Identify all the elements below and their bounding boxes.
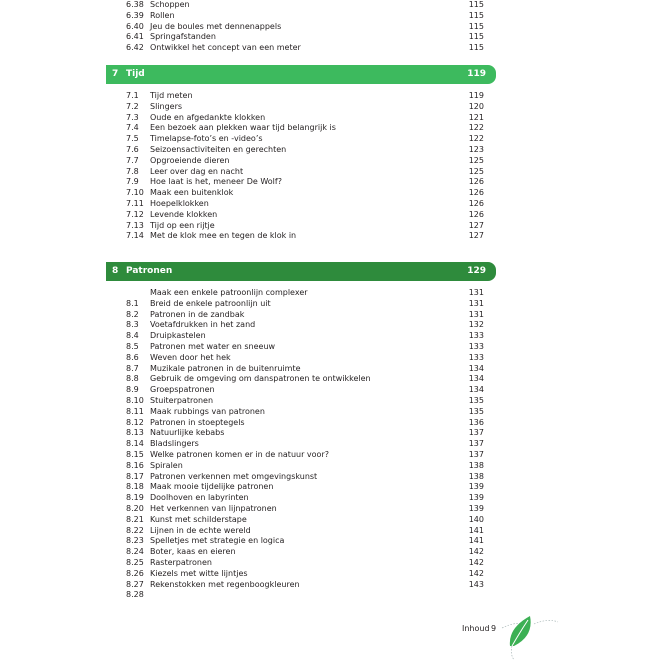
entry-page: 138 xyxy=(468,471,484,481)
toc-entry xyxy=(0,133,660,144)
entry-number: 7.13 xyxy=(126,220,144,230)
toc-entry xyxy=(0,122,660,133)
entry-page: 136 xyxy=(468,417,484,427)
entry-number: 8.8 xyxy=(126,374,139,384)
leaf-icon xyxy=(500,606,560,660)
toc-entry xyxy=(0,514,660,525)
entry-number: 8.22 xyxy=(126,525,144,535)
entry-title: Oude en afgedankte klokken xyxy=(150,112,266,122)
entry-number: 8.7 xyxy=(126,363,139,373)
entry-page: 127 xyxy=(468,220,484,230)
entry-page: 141 xyxy=(468,525,484,535)
toc-entry xyxy=(0,546,660,557)
toc-entry xyxy=(0,341,660,352)
entry-title: Springafstanden xyxy=(150,32,216,42)
entry-number: 8.14 xyxy=(126,439,144,449)
entry-title: Patronen met water en sneeuw xyxy=(150,342,276,351)
entry-title: Tijd op een rijtje xyxy=(150,220,215,230)
toc-entry xyxy=(0,535,660,546)
toc-entry xyxy=(0,384,660,395)
entry-title: Rekenstokken met regenboogkleuren xyxy=(150,579,300,589)
entry-title: Druipkastelen xyxy=(150,331,206,341)
entry-page: 139 xyxy=(468,493,484,503)
entry-number: 8.20 xyxy=(126,504,144,513)
entry-number: 8.10 xyxy=(126,396,144,405)
entry-page: 138 xyxy=(468,460,484,470)
chapter-title: Patronen xyxy=(126,266,173,276)
entry-page: 135 xyxy=(468,406,484,416)
entry-title: Schoppen xyxy=(150,0,190,9)
entry-title: Voetafdrukken in het zand xyxy=(150,320,256,330)
entry-title: Timelapse-foto’s en -video’s xyxy=(150,134,263,144)
entry-title: Slingers xyxy=(150,101,183,111)
entry-page: 137 xyxy=(468,450,484,459)
entry-page: 143 xyxy=(468,579,484,589)
toc-entry xyxy=(0,198,660,209)
entry-title: Rollen xyxy=(150,10,175,20)
entry-title: Natuurlijke kebabs xyxy=(150,428,225,438)
entry-page: 131 xyxy=(468,288,484,297)
entry-page: 142 xyxy=(468,547,484,557)
entry-number: 7.6 xyxy=(126,145,139,154)
entry-page: 125 xyxy=(468,155,484,165)
toc-entry xyxy=(0,21,660,32)
chapter-heading-patronen xyxy=(106,262,496,281)
toc-entry xyxy=(0,492,660,503)
entry-number: 7.4 xyxy=(126,123,139,133)
toc-entry xyxy=(0,363,660,374)
entry-number: 8.2 xyxy=(126,309,139,319)
entry-number: 8.21 xyxy=(126,514,144,524)
entry-title: Kunst met schilderstape xyxy=(150,514,247,524)
entry-page: 120 xyxy=(468,101,484,111)
toc-entry xyxy=(0,460,660,471)
entry-number: 8.25 xyxy=(126,558,144,567)
entry-page: 115 xyxy=(468,43,484,53)
toc-entry xyxy=(0,10,660,21)
entry-title: Seizoensactiviteiten en gerechten xyxy=(150,145,287,154)
entry-title: Maak een enkele patroonlijn complexer xyxy=(150,288,308,297)
entry-number: 8.3 xyxy=(126,320,139,330)
entry-title: Ontwikkel het concept van een meter xyxy=(150,43,301,53)
entry-number: 8.26 xyxy=(126,568,144,578)
entry-title: Patronen verkennen met omgevingskunst xyxy=(150,471,318,481)
entry-number: 8.4 xyxy=(126,331,139,341)
toc-entry xyxy=(0,298,660,309)
entry-number: 8.17 xyxy=(126,471,144,481)
entry-page: 140 xyxy=(468,514,484,524)
toc-entry xyxy=(0,449,660,460)
entry-page: 122 xyxy=(468,123,484,133)
entry-page: 134 xyxy=(468,385,484,395)
entry-title: Leer over dag en nacht xyxy=(150,166,244,176)
entry-page: 139 xyxy=(468,482,484,492)
entry-number: 8.28 xyxy=(126,590,144,600)
entry-number: 8.6 xyxy=(126,352,139,362)
entry-number: 8.9 xyxy=(126,385,139,395)
entry-page: 133 xyxy=(468,331,484,341)
entry-title: Boter, kaas en eieren xyxy=(150,547,236,557)
entry-number: 6.39 xyxy=(126,10,144,20)
entry-number: 7.11 xyxy=(126,199,144,208)
toc-entry xyxy=(0,330,660,341)
entry-page: 115 xyxy=(468,10,484,20)
entry-page: 142 xyxy=(468,568,484,578)
chapter-page: 129 xyxy=(467,266,486,276)
entry-number: 8.18 xyxy=(126,482,144,492)
entry-title: Patronen in stoeptegels xyxy=(150,417,245,427)
chapter-title: Tijd xyxy=(126,69,145,79)
entry-title: Het verkennen van lijnpatronen xyxy=(150,504,277,513)
entry-number: 8.23 xyxy=(126,536,144,546)
toc-entry xyxy=(0,31,660,42)
entry-title: Muzikale patronen in de buitenruimte xyxy=(150,363,301,373)
entry-page: 141 xyxy=(468,536,484,546)
toc-entry xyxy=(0,503,660,514)
chapter-page: 119 xyxy=(467,69,486,79)
entry-number: 8.15 xyxy=(126,450,144,459)
entry-page: 131 xyxy=(468,309,484,319)
entry-number: 7.12 xyxy=(126,209,144,219)
entry-page: 115 xyxy=(468,21,484,31)
toc-entry xyxy=(0,176,660,187)
entry-title: Maak een buitenklok xyxy=(150,188,234,198)
entry-title: Maak mooie tijdelijke patronen xyxy=(150,482,274,492)
entry-page: 134 xyxy=(468,363,484,373)
entry-title: Lijnen in de echte wereld xyxy=(150,525,251,535)
entry-number: 7.7 xyxy=(126,155,139,165)
entry-number: 8.19 xyxy=(126,493,144,503)
entry-title: Hoepelklokken xyxy=(150,199,209,208)
entry-page: 137 xyxy=(468,439,484,449)
entry-page: 126 xyxy=(468,188,484,198)
toc-entry xyxy=(0,155,660,166)
entry-number: 8.5 xyxy=(126,342,139,351)
entry-title: Breid de enkele patroonlijn uit xyxy=(150,298,271,308)
entry-number: 7.2 xyxy=(126,101,139,111)
entry-page: 125 xyxy=(468,166,484,176)
entry-title: Groepspatronen xyxy=(150,385,215,395)
entry-number: 8.1 xyxy=(126,298,139,308)
toc-entry xyxy=(0,90,660,101)
entry-title: Jeu de boules met dennenappels xyxy=(150,21,282,31)
entry-title: Hoe laat is het, meneer De Wolf? xyxy=(150,177,282,187)
toc-entry xyxy=(0,373,660,384)
entry-page: 115 xyxy=(468,0,484,9)
entry-page: 139 xyxy=(468,504,484,513)
chapter-number: 7 xyxy=(112,69,119,79)
entry-number: 6.41 xyxy=(126,32,144,42)
toc-entry xyxy=(0,557,660,568)
footer-section-label: Inhoud xyxy=(462,624,490,633)
entry-page: 123 xyxy=(468,145,484,154)
toc-entry xyxy=(0,568,660,579)
entry-title: Rasterpatronen xyxy=(150,558,212,567)
toc-entry xyxy=(0,319,660,330)
entry-page: 133 xyxy=(468,342,484,351)
entry-number: 8.24 xyxy=(126,547,144,557)
entry-number: 7.3 xyxy=(126,112,139,122)
toc-entry xyxy=(0,438,660,449)
entry-number: 7.9 xyxy=(126,177,139,187)
entry-title: Kiezels met witte lijntjes xyxy=(150,568,248,578)
entry-page: 137 xyxy=(468,428,484,438)
entry-page: 132 xyxy=(468,320,484,330)
entry-page: 115 xyxy=(468,32,484,42)
toc-entry xyxy=(0,166,660,177)
entry-title: Stuiterpatronen xyxy=(150,396,214,405)
entry-title: Gebruik de omgeving om danspatronen te ontwikkelen xyxy=(150,374,371,384)
entry-number: 6.38 xyxy=(126,0,144,9)
entry-title: Spelletjes met strategie en logica xyxy=(150,536,285,546)
entry-title: Maak rubbings van patronen xyxy=(150,406,265,416)
toc-entry xyxy=(0,352,660,363)
toc-entry xyxy=(0,220,660,231)
entry-number: 8.13 xyxy=(126,428,144,438)
toc-entry xyxy=(0,395,660,406)
entry-page: 133 xyxy=(468,352,484,362)
entry-page: 135 xyxy=(468,396,484,405)
toc-entry xyxy=(0,525,660,536)
chapter-number: 8 xyxy=(112,266,119,276)
entry-number: 8.11 xyxy=(126,406,144,416)
entry-page: 122 xyxy=(468,134,484,144)
entry-title: Levende klokken xyxy=(150,209,218,219)
toc-entry xyxy=(0,471,660,482)
entry-page: 142 xyxy=(468,558,484,567)
entry-number: 7.14 xyxy=(126,231,144,241)
entry-number: 8.27 xyxy=(126,579,144,589)
entry-number: 6.40 xyxy=(126,21,144,31)
entry-page: 131 xyxy=(468,298,484,308)
entry-page: 119 xyxy=(468,91,484,100)
entry-title: Opgroeiende dieren xyxy=(150,155,230,165)
entry-number: 8.16 xyxy=(126,460,144,470)
entry-number: 6.42 xyxy=(126,43,144,53)
entry-title: Tijd meten xyxy=(150,91,193,100)
toc-entry xyxy=(0,309,660,320)
toc-entry xyxy=(0,406,660,417)
toc-entry xyxy=(0,187,660,198)
entry-title: Spiralen xyxy=(150,460,183,470)
chapter-heading-tijd xyxy=(106,65,496,84)
entry-title: Bladslingers xyxy=(150,439,199,449)
toc-entry xyxy=(0,209,660,220)
entry-page: 121 xyxy=(468,112,484,122)
entry-page: 126 xyxy=(468,177,484,187)
toc-entry xyxy=(0,0,660,10)
footer-page-number: 9 xyxy=(491,624,497,633)
toc-entry xyxy=(0,481,660,492)
entry-title: Doolhoven en labyrinten xyxy=(150,493,249,503)
entry-title: Met de klok mee en tegen de klok in xyxy=(150,231,297,241)
entry-page: 134 xyxy=(468,374,484,384)
entry-page: 126 xyxy=(468,209,484,219)
toc-entry xyxy=(0,417,660,428)
toc-entry xyxy=(0,144,660,155)
entry-page: 126 xyxy=(468,199,484,208)
entry-number: 7.8 xyxy=(126,166,139,176)
entry-page: 127 xyxy=(468,231,484,241)
toc-entry xyxy=(0,427,660,438)
toc-entry xyxy=(0,579,660,590)
entry-title: Welke patronen komen er in de natuur voor? xyxy=(150,450,329,459)
toc-entry xyxy=(0,112,660,123)
entry-title: Patronen in de zandbak xyxy=(150,309,245,319)
entry-number: 7.10 xyxy=(126,188,144,198)
entry-number: 7.5 xyxy=(126,134,139,144)
toc-entry xyxy=(0,287,660,298)
entry-number: 8.12 xyxy=(126,417,144,427)
toc-entry xyxy=(0,589,660,600)
toc-entry xyxy=(0,42,660,53)
toc-entry xyxy=(0,230,660,241)
entry-number: 7.1 xyxy=(126,91,139,100)
entry-title: Weven door het hek xyxy=(150,352,231,362)
toc-entry xyxy=(0,101,660,112)
entry-title: Een bezoek aan plekken waar tijd belangrijk is xyxy=(150,123,336,133)
